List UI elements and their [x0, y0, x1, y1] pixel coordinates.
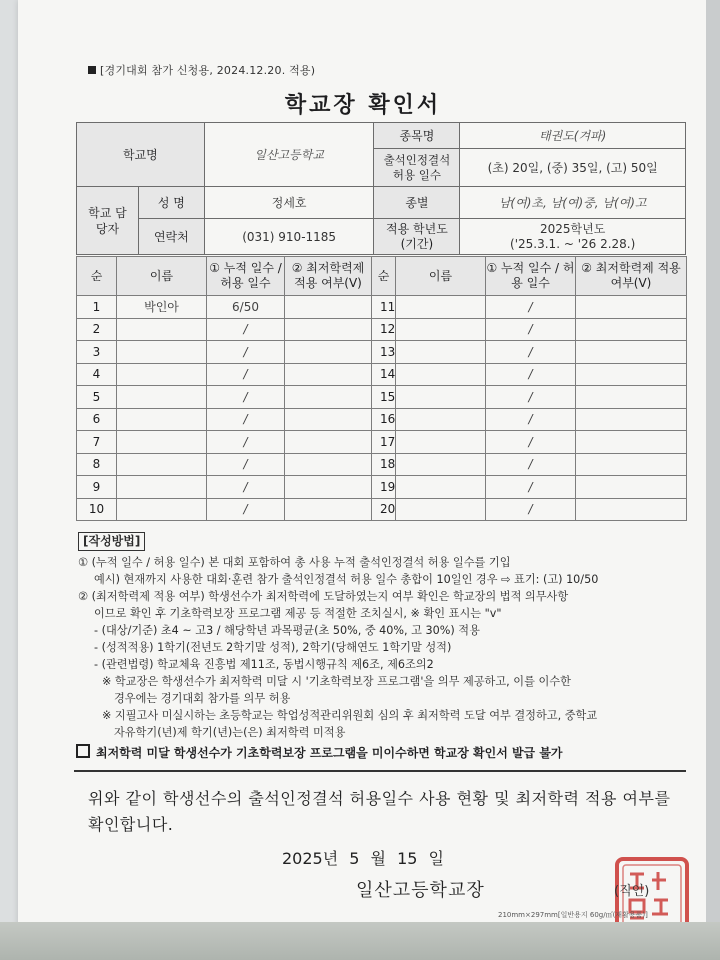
checkbox-mark-icon	[76, 744, 90, 758]
row-name	[117, 363, 207, 386]
col-header-no: 순	[77, 257, 117, 296]
row-no: 15	[372, 386, 396, 409]
row-min-check	[576, 408, 687, 431]
col-header-days-right: ① 누적 일수 / 허용 일수	[486, 257, 576, 296]
year-label: 적용 학년도 (기간)	[374, 219, 460, 255]
row-no: 1	[77, 296, 117, 319]
col-header-name-right: 이름	[396, 257, 486, 296]
instructions-heading: [작성방법]	[78, 532, 145, 551]
row-days: /	[207, 498, 285, 521]
year-period: ('25.3.1. ~ '26 2.28.)	[510, 236, 636, 251]
date-day: 15 일	[397, 849, 444, 868]
row-name	[117, 476, 207, 499]
table-row	[77, 363, 687, 386]
table-row	[77, 476, 687, 499]
row-days: /	[207, 341, 285, 364]
row-no: 3	[77, 341, 117, 364]
row-days: /	[207, 476, 285, 499]
row-days: /	[486, 453, 576, 476]
row-no: 18	[372, 453, 396, 476]
row-days: /	[486, 408, 576, 431]
warning-notice	[76, 744, 686, 761]
row-no: 8	[77, 453, 117, 476]
row-no: 10	[77, 498, 117, 521]
row-min-check	[285, 318, 372, 341]
instruction-line: - (관련법령) 학교체육 진흥법 제11조, 동법시행규칙 제6조, 제6조의2	[94, 658, 434, 671]
row-days: /	[207, 408, 285, 431]
row-name	[117, 431, 207, 454]
row-name	[396, 453, 486, 476]
instruction-line: 자유학기(년)제 학기(년)는(은) 최저학력 미적용	[114, 726, 346, 739]
table-row	[77, 318, 687, 341]
background-floor	[0, 922, 720, 960]
seal-note: (직인)	[614, 884, 650, 899]
row-min-check	[285, 341, 372, 364]
instruction-line: - (성적적용) 1학기(전년도 2학기말 성적), 2학기(당해연도 1학기말 성적)	[94, 641, 452, 654]
row-days: /	[486, 476, 576, 499]
category-value: 남(여)초, 남(여)중, 남(여)고	[460, 187, 686, 219]
row-no: 17	[372, 431, 396, 454]
row-days: /	[486, 386, 576, 409]
row-no: 19	[372, 476, 396, 499]
table-row	[77, 296, 687, 319]
row-min-check	[285, 363, 372, 386]
table-row	[77, 453, 687, 476]
row-min-check	[576, 363, 687, 386]
row-no: 16	[372, 408, 396, 431]
row-name	[396, 408, 486, 431]
row-no: 20	[372, 498, 396, 521]
row-name	[396, 386, 486, 409]
col-header-no-right: 순	[372, 257, 396, 296]
table-row	[77, 386, 687, 409]
col-header-min: ② 최저학력제 적용 여부(V)	[285, 257, 372, 296]
row-days: /	[486, 318, 576, 341]
row-days: /	[207, 453, 285, 476]
form-usage-text: 경기대회 참가 신청용, 2024.12.20. 적용)	[104, 64, 316, 77]
category-label: 종별	[374, 187, 460, 219]
row-days: /	[207, 386, 285, 409]
row-min-check	[576, 498, 687, 521]
row-days: /	[486, 363, 576, 386]
writing-instructions	[78, 532, 698, 741]
name-value: 정세호	[204, 187, 374, 219]
instruction-line: 경우에는 경기대회 참가를 의무 허용	[114, 692, 291, 705]
row-name	[396, 341, 486, 364]
manager-label: 학교 담당자	[77, 187, 139, 255]
row-min-check	[576, 318, 687, 341]
row-name	[396, 476, 486, 499]
year-value: 2025학년도	[540, 221, 606, 236]
name-label: 성 명	[138, 187, 204, 219]
instruction-line: 이므로 확인 후 기초학력보장 프로그램 제공 등 적절한 조치실시, ※ 확인 표시는 "v"	[94, 607, 502, 620]
row-no: 9	[77, 476, 117, 499]
row-days: /	[486, 296, 576, 319]
row-name	[396, 318, 486, 341]
row-days: /	[207, 431, 285, 454]
col-header-days: ① 누적 일수 / 허용 일수	[207, 257, 285, 296]
row-name	[396, 431, 486, 454]
row-no: 13	[372, 341, 396, 364]
instruction-line: ① (누적 일수 / 허용 일수) 본 대회 포함하여 총 사용 누적 출석인정결석 허용 일수를 기입	[78, 556, 511, 569]
col-header-min-right: ② 최저학력제 적용 여부(V)	[576, 257, 687, 296]
row-days: /	[486, 341, 576, 364]
table-row	[77, 408, 687, 431]
row-name: 박인아	[117, 296, 207, 319]
signatory: 일산고등학교장	[356, 880, 485, 901]
athlete-roster-table	[76, 256, 687, 521]
row-no: 4	[77, 363, 117, 386]
warning-text: 최저학력 미달 학생선수가 기초학력보장 프로그램을 미이수하면 학교장 확인서 발급 불가	[96, 746, 563, 760]
contact-label: 연락처	[138, 219, 204, 255]
row-min-check	[576, 476, 687, 499]
divider-line	[74, 770, 686, 772]
instruction-line: 예시) 현재까지 사용한 대회·훈련 참가 출석인정결석 허용 일수 총합이 10일인 경우 ⇨ 표기: (고) 10/50	[94, 573, 599, 586]
row-min-check	[576, 296, 687, 319]
date-year: 2025년	[281, 849, 339, 868]
row-no: 6	[77, 408, 117, 431]
square-bullet-icon	[88, 66, 96, 74]
row-days: /	[207, 318, 285, 341]
row-name	[396, 296, 486, 319]
school-info-table	[76, 122, 686, 255]
row-no: 5	[77, 386, 117, 409]
form-usage-tag: [경기대회 참가 신청용, 2024.12.20. 적용)	[88, 62, 315, 78]
row-min-check	[285, 296, 372, 319]
row-name	[117, 408, 207, 431]
date-month: 5 월	[349, 849, 386, 868]
row-name	[117, 341, 207, 364]
school-label: 학교명	[77, 123, 205, 187]
row-days: /	[486, 431, 576, 454]
issue-date	[18, 846, 708, 869]
row-name	[396, 498, 486, 521]
table-row	[77, 498, 687, 521]
row-name	[117, 386, 207, 409]
document-page	[18, 0, 708, 960]
row-min-check	[285, 498, 372, 521]
row-name	[117, 453, 207, 476]
row-no: 2	[77, 318, 117, 341]
row-min-check	[576, 341, 687, 364]
confirmation-statement: 위와 같이 학생선수의 출석인정결석 허용일수 사용 현황 및 최저학력 적용 여부를 확인합니다.	[88, 789, 671, 834]
instruction-line: ② (최저학력제 적용 여부) 학생선수가 최저학력에 도달하였는지 여부 확인은 학교장의 법적 의무사항	[78, 590, 569, 603]
row-min-check	[576, 431, 687, 454]
absence-label: 출석인정결석 허용 일수	[374, 149, 460, 187]
document-title: 학교장 확인서	[284, 93, 442, 118]
row-days: 6/50	[207, 296, 285, 319]
absence-value: (초) 20일, (중) 35일, (고) 50일	[460, 149, 686, 187]
year-cell	[460, 219, 686, 255]
row-name	[117, 498, 207, 521]
row-min-check	[285, 386, 372, 409]
table-row	[77, 431, 687, 454]
event-value: 태권도(겨파)	[460, 123, 686, 149]
row-min-check	[285, 408, 372, 431]
row-no: 7	[77, 431, 117, 454]
instruction-line: ※ 학교장은 학생선수가 최저학력 미달 시 '기초학력보장 프로그램'을 의무 제공하고, 이를 이수한	[102, 675, 571, 688]
row-min-check	[285, 431, 372, 454]
background-edge	[706, 0, 720, 960]
instruction-line: ※ 지필고사 미실시하는 초등학교는 학업성적관리위원회 심의 후 최저학력 도달 여부 결정하고, 중학교	[102, 709, 598, 722]
row-no: 12	[372, 318, 396, 341]
contact-value: (031) 910-1185	[204, 219, 374, 255]
instruction-line: - (대상/기준) 초4 ~ 고3 / 해당학년 과목평균(초 50%, 중 40%, 고 30%) 적용	[94, 624, 480, 637]
row-days: /	[486, 498, 576, 521]
paper-spec-footer: 210mm×297mm[일반용지 60g/㎡(재활용품)]	[498, 911, 648, 919]
row-no: 14	[372, 363, 396, 386]
row-min-check	[285, 476, 372, 499]
row-name	[117, 318, 207, 341]
school-value: 일산고등학교	[204, 123, 374, 187]
table-row	[77, 341, 687, 364]
row-name	[396, 363, 486, 386]
row-min-check	[285, 453, 372, 476]
row-min-check	[576, 453, 687, 476]
row-no: 11	[372, 296, 396, 319]
row-min-check	[576, 386, 687, 409]
event-label: 종목명	[374, 123, 460, 149]
col-header-name: 이름	[117, 257, 207, 296]
row-days: /	[207, 363, 285, 386]
